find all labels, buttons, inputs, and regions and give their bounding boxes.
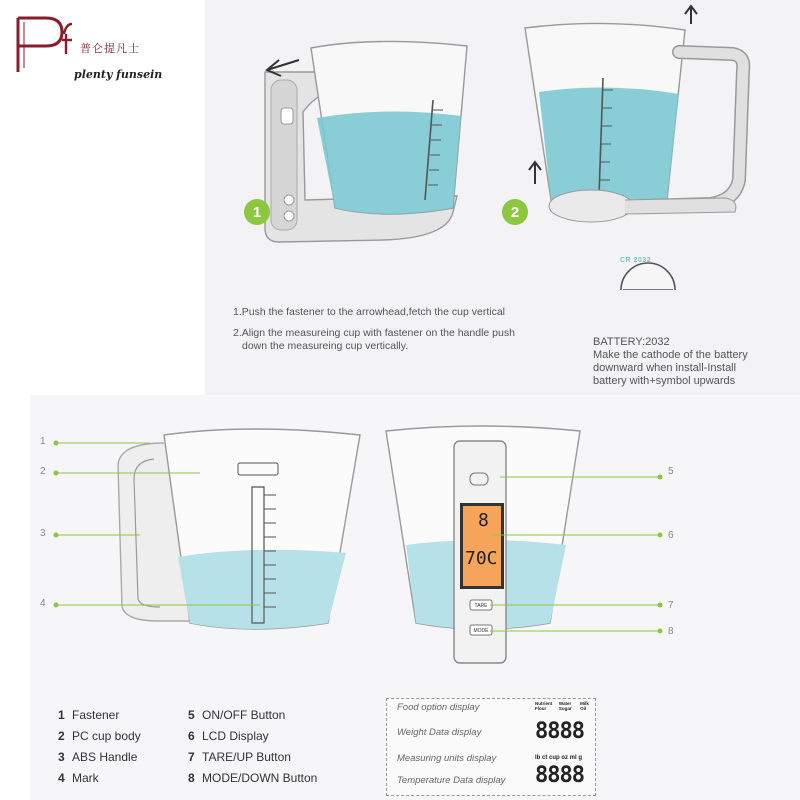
display-row-weight: Weight Data display (397, 727, 482, 738)
part-1-label: Fastener (72, 708, 120, 722)
logo-english-text: plenty funsein (74, 68, 163, 81)
side-view-cup (118, 429, 360, 629)
brand-logo (10, 14, 190, 84)
part-5-number: 5 (188, 708, 195, 722)
tare-button[interactable]: TARE (474, 603, 488, 609)
weight-digits: 8888 (535, 719, 584, 744)
parts-diagram (30, 395, 800, 695)
part-3-label: ABS Handle (72, 750, 138, 764)
part-7 (188, 750, 291, 764)
food-option-labels (535, 701, 593, 711)
part-1 (58, 708, 119, 722)
food-option-water-sugar: Water Sugar (558, 701, 572, 711)
part-5-label: ON/OFF Button (202, 708, 286, 722)
battery-title: BATTERY:2032 (593, 336, 670, 348)
callout-2: 2 (40, 466, 46, 477)
part-4-number: 4 (58, 771, 65, 785)
step-1-number: 1 (252, 204, 262, 221)
part-2 (58, 729, 141, 743)
part-8-number: 8 (188, 771, 195, 785)
step2-cup-illustration (525, 6, 743, 222)
part-4-label: Mark (72, 771, 99, 785)
mode-button[interactable]: MODE (473, 628, 489, 634)
part-6-label: LCD Display (202, 729, 269, 743)
step1-cup-illustration (265, 41, 467, 242)
lcd-top-digit: 8 (478, 510, 489, 531)
display-row-food: Food option display (397, 702, 480, 713)
callout-1: 1 (40, 436, 46, 447)
part-3-number: 3 (58, 750, 65, 764)
battery-line-1: Make the cathode of the battery (593, 349, 748, 361)
part-4 (58, 771, 99, 785)
logo-chinese-text: 普仑提凡士 (80, 42, 140, 55)
battery-coin-icon (621, 263, 675, 290)
callout-4: 4 (40, 598, 46, 609)
part-2-number: 2 (58, 729, 65, 743)
temperature-digits: 8888 (535, 763, 584, 788)
part-2-label: PC cup body (72, 729, 141, 743)
part-8 (188, 771, 317, 785)
battery-coin-label: CR 2032 (620, 257, 652, 264)
units-text: lb ct cup oz ml g (535, 755, 583, 761)
lcd-bottom-value: 70C (465, 548, 498, 569)
assembly-illustration (205, 0, 800, 290)
callout-8: 8 (668, 626, 674, 637)
part-5 (188, 708, 285, 722)
display-legend (386, 698, 596, 796)
part-7-label: TARE/UP Button (202, 750, 291, 764)
part-3 (58, 750, 137, 764)
pf-monogram-icon (10, 14, 80, 76)
callout-6: 6 (668, 530, 674, 541)
callout-7: 7 (668, 600, 674, 611)
display-row-units: Measuring units display (397, 753, 497, 764)
part-6 (188, 729, 269, 743)
part-8-label: MODE/DOWN Button (202, 771, 318, 785)
food-option-nutrient-flour: Nutrient Flour (535, 701, 553, 711)
display-row-temperature: Temperature Data display (397, 775, 506, 786)
part-7-number: 7 (188, 750, 195, 764)
battery-line-2: downward when install-Install (593, 362, 737, 374)
part-6-number: 6 (188, 729, 195, 743)
callout-5: 5 (668, 466, 674, 477)
food-option-milk-oil: Milk Oil (580, 701, 589, 711)
instruction-1: 1.Push the fastener to the arrowhead,fetch the cup vertical (233, 306, 505, 318)
callout-3: 3 (40, 528, 46, 539)
instruction-2-continued: down the measureing cup vertically. (242, 340, 409, 352)
step-2-number: 2 (510, 204, 520, 221)
battery-line-3: battery with+symbol upwards (593, 375, 736, 387)
part-1-number: 1 (58, 708, 65, 722)
instruction-2: 2.Align the measureing cup with fastener on the handle push (233, 327, 515, 339)
